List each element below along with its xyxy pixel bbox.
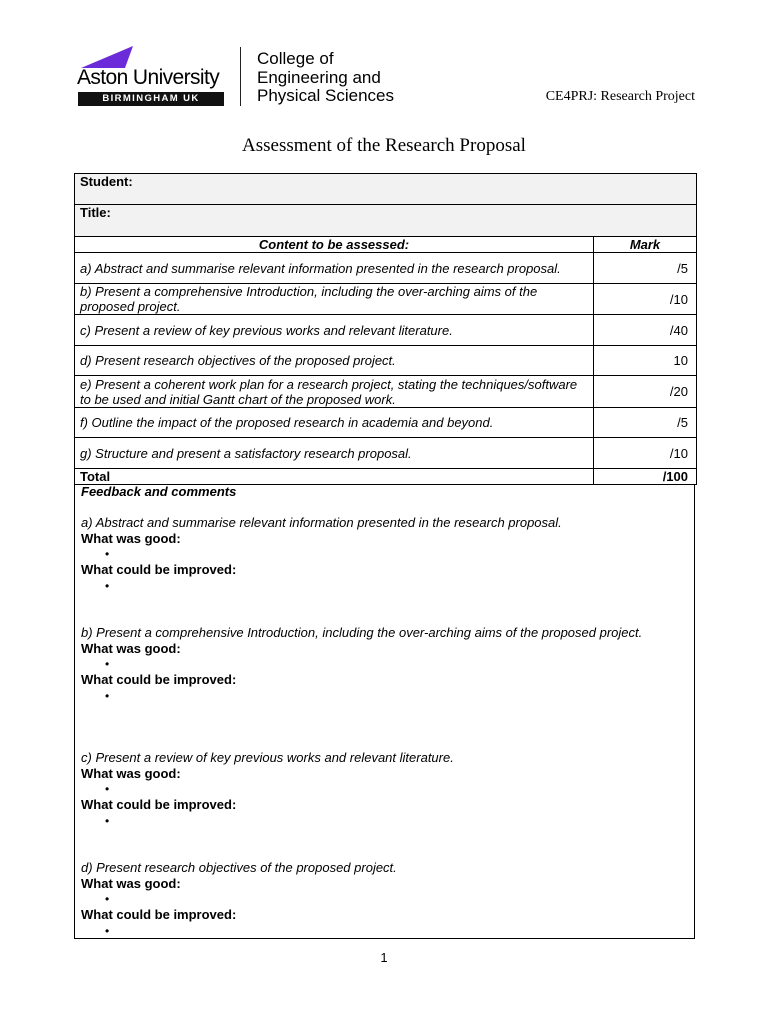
college-name bbox=[257, 50, 394, 106]
feedback-criterion: c) Present a review of key previous works and relevant literature. bbox=[81, 750, 454, 765]
mark-cell[interactable]: /20 bbox=[594, 376, 697, 408]
feedback-section bbox=[74, 484, 695, 939]
good-bullet[interactable]: • bbox=[105, 782, 110, 796]
mark-cell[interactable]: /40 bbox=[594, 315, 697, 346]
feedback-title: Feedback and comments bbox=[81, 484, 237, 499]
feedback-criterion: d) Present research objectives of the proposed project. bbox=[81, 860, 397, 875]
title-label: Title: bbox=[80, 205, 111, 220]
feedback-criterion: a) Abstract and summarise relevant information presented in the research proposal. bbox=[81, 515, 562, 530]
column-header-mark: Mark bbox=[594, 237, 697, 253]
mark-cell[interactable]: /10 bbox=[594, 284, 697, 315]
mark-cell[interactable]: /5 bbox=[594, 408, 697, 438]
course-code: CE4PRJ: Research Project bbox=[545, 89, 695, 104]
criterion-text: a) Abstract and summarise relevant information presented in the research proposal. bbox=[75, 253, 594, 284]
feedback-item bbox=[81, 625, 688, 704]
logo-triangle-icon bbox=[81, 46, 133, 68]
table-row bbox=[75, 438, 697, 469]
good-bullet[interactable]: • bbox=[105, 547, 110, 561]
table-row bbox=[75, 284, 697, 315]
improve-label: What could be improved: bbox=[81, 797, 237, 812]
improve-label: What could be improved: bbox=[81, 672, 237, 687]
table-row bbox=[75, 253, 697, 284]
criterion-text: b) Present a comprehensive Introduction, including the over-arching aims of the proposed project. bbox=[75, 284, 594, 315]
improve-label: What could be improved: bbox=[81, 907, 237, 922]
page-number: 1 bbox=[380, 950, 388, 965]
good-label: What was good: bbox=[81, 530, 181, 546]
table-row bbox=[75, 376, 697, 408]
good-label: What was good: bbox=[81, 875, 181, 891]
improve-label: What could be improved: bbox=[81, 562, 237, 577]
criterion-text: c) Present a review of key previous works and relevant literature. bbox=[75, 315, 594, 346]
good-bullet[interactable]: • bbox=[105, 657, 110, 671]
improve-bullet[interactable]: • bbox=[105, 578, 110, 593]
criterion-text: g) Structure and present a satisfactory research proposal. bbox=[75, 438, 594, 469]
criterion-text: d) Present research objectives of the proposed project. bbox=[75, 346, 594, 376]
student-field[interactable] bbox=[75, 174, 697, 205]
improve-bullet[interactable]: • bbox=[105, 688, 110, 703]
good-bullet[interactable]: • bbox=[105, 892, 110, 906]
criterion-text: e) Present a coherent work plan for a research project, stating the techniques/software to be used and initial Gantt chart of the proposed work. bbox=[75, 376, 594, 408]
table-row bbox=[75, 315, 697, 346]
feedback-item bbox=[81, 515, 688, 594]
good-label: What was good: bbox=[81, 640, 181, 656]
college-line: Physical Sciences bbox=[257, 86, 395, 105]
assessment-table bbox=[74, 173, 697, 485]
title-field[interactable] bbox=[75, 205, 697, 237]
mark-cell[interactable]: 10 bbox=[594, 346, 697, 376]
table-row bbox=[75, 408, 697, 438]
logo-band: BIRMINGHAM UK bbox=[78, 92, 224, 106]
logo-name: Aston University bbox=[77, 66, 220, 89]
column-header-content: Content to be assessed: bbox=[75, 237, 594, 253]
improve-bullet[interactable]: • bbox=[105, 813, 110, 828]
feedback-item bbox=[81, 750, 688, 829]
mark-cell[interactable]: /5 bbox=[594, 253, 697, 284]
criterion-text: f) Outline the impact of the proposed research in academia and beyond. bbox=[75, 408, 594, 438]
student-label: Student: bbox=[80, 174, 133, 189]
feedback-criterion: b) Present a comprehensive Introduction, including the over-arching aims of the proposed project. bbox=[81, 625, 643, 640]
logo-divider bbox=[240, 47, 241, 106]
feedback-item bbox=[81, 860, 688, 939]
college-line: Engineering and bbox=[257, 67, 381, 87]
mark-cell[interactable]: /10 bbox=[594, 438, 697, 469]
total-row bbox=[75, 469, 697, 485]
college-line: College of bbox=[257, 49, 334, 68]
good-label: What was good: bbox=[81, 765, 181, 781]
aston-university-logo bbox=[77, 46, 237, 108]
improve-bullet[interactable]: • bbox=[105, 923, 110, 938]
total-label: Total bbox=[75, 469, 594, 485]
total-mark[interactable]: /100 bbox=[594, 469, 697, 485]
table-row bbox=[75, 346, 697, 376]
page-title: Assessment of the Research Proposal bbox=[242, 135, 526, 156]
